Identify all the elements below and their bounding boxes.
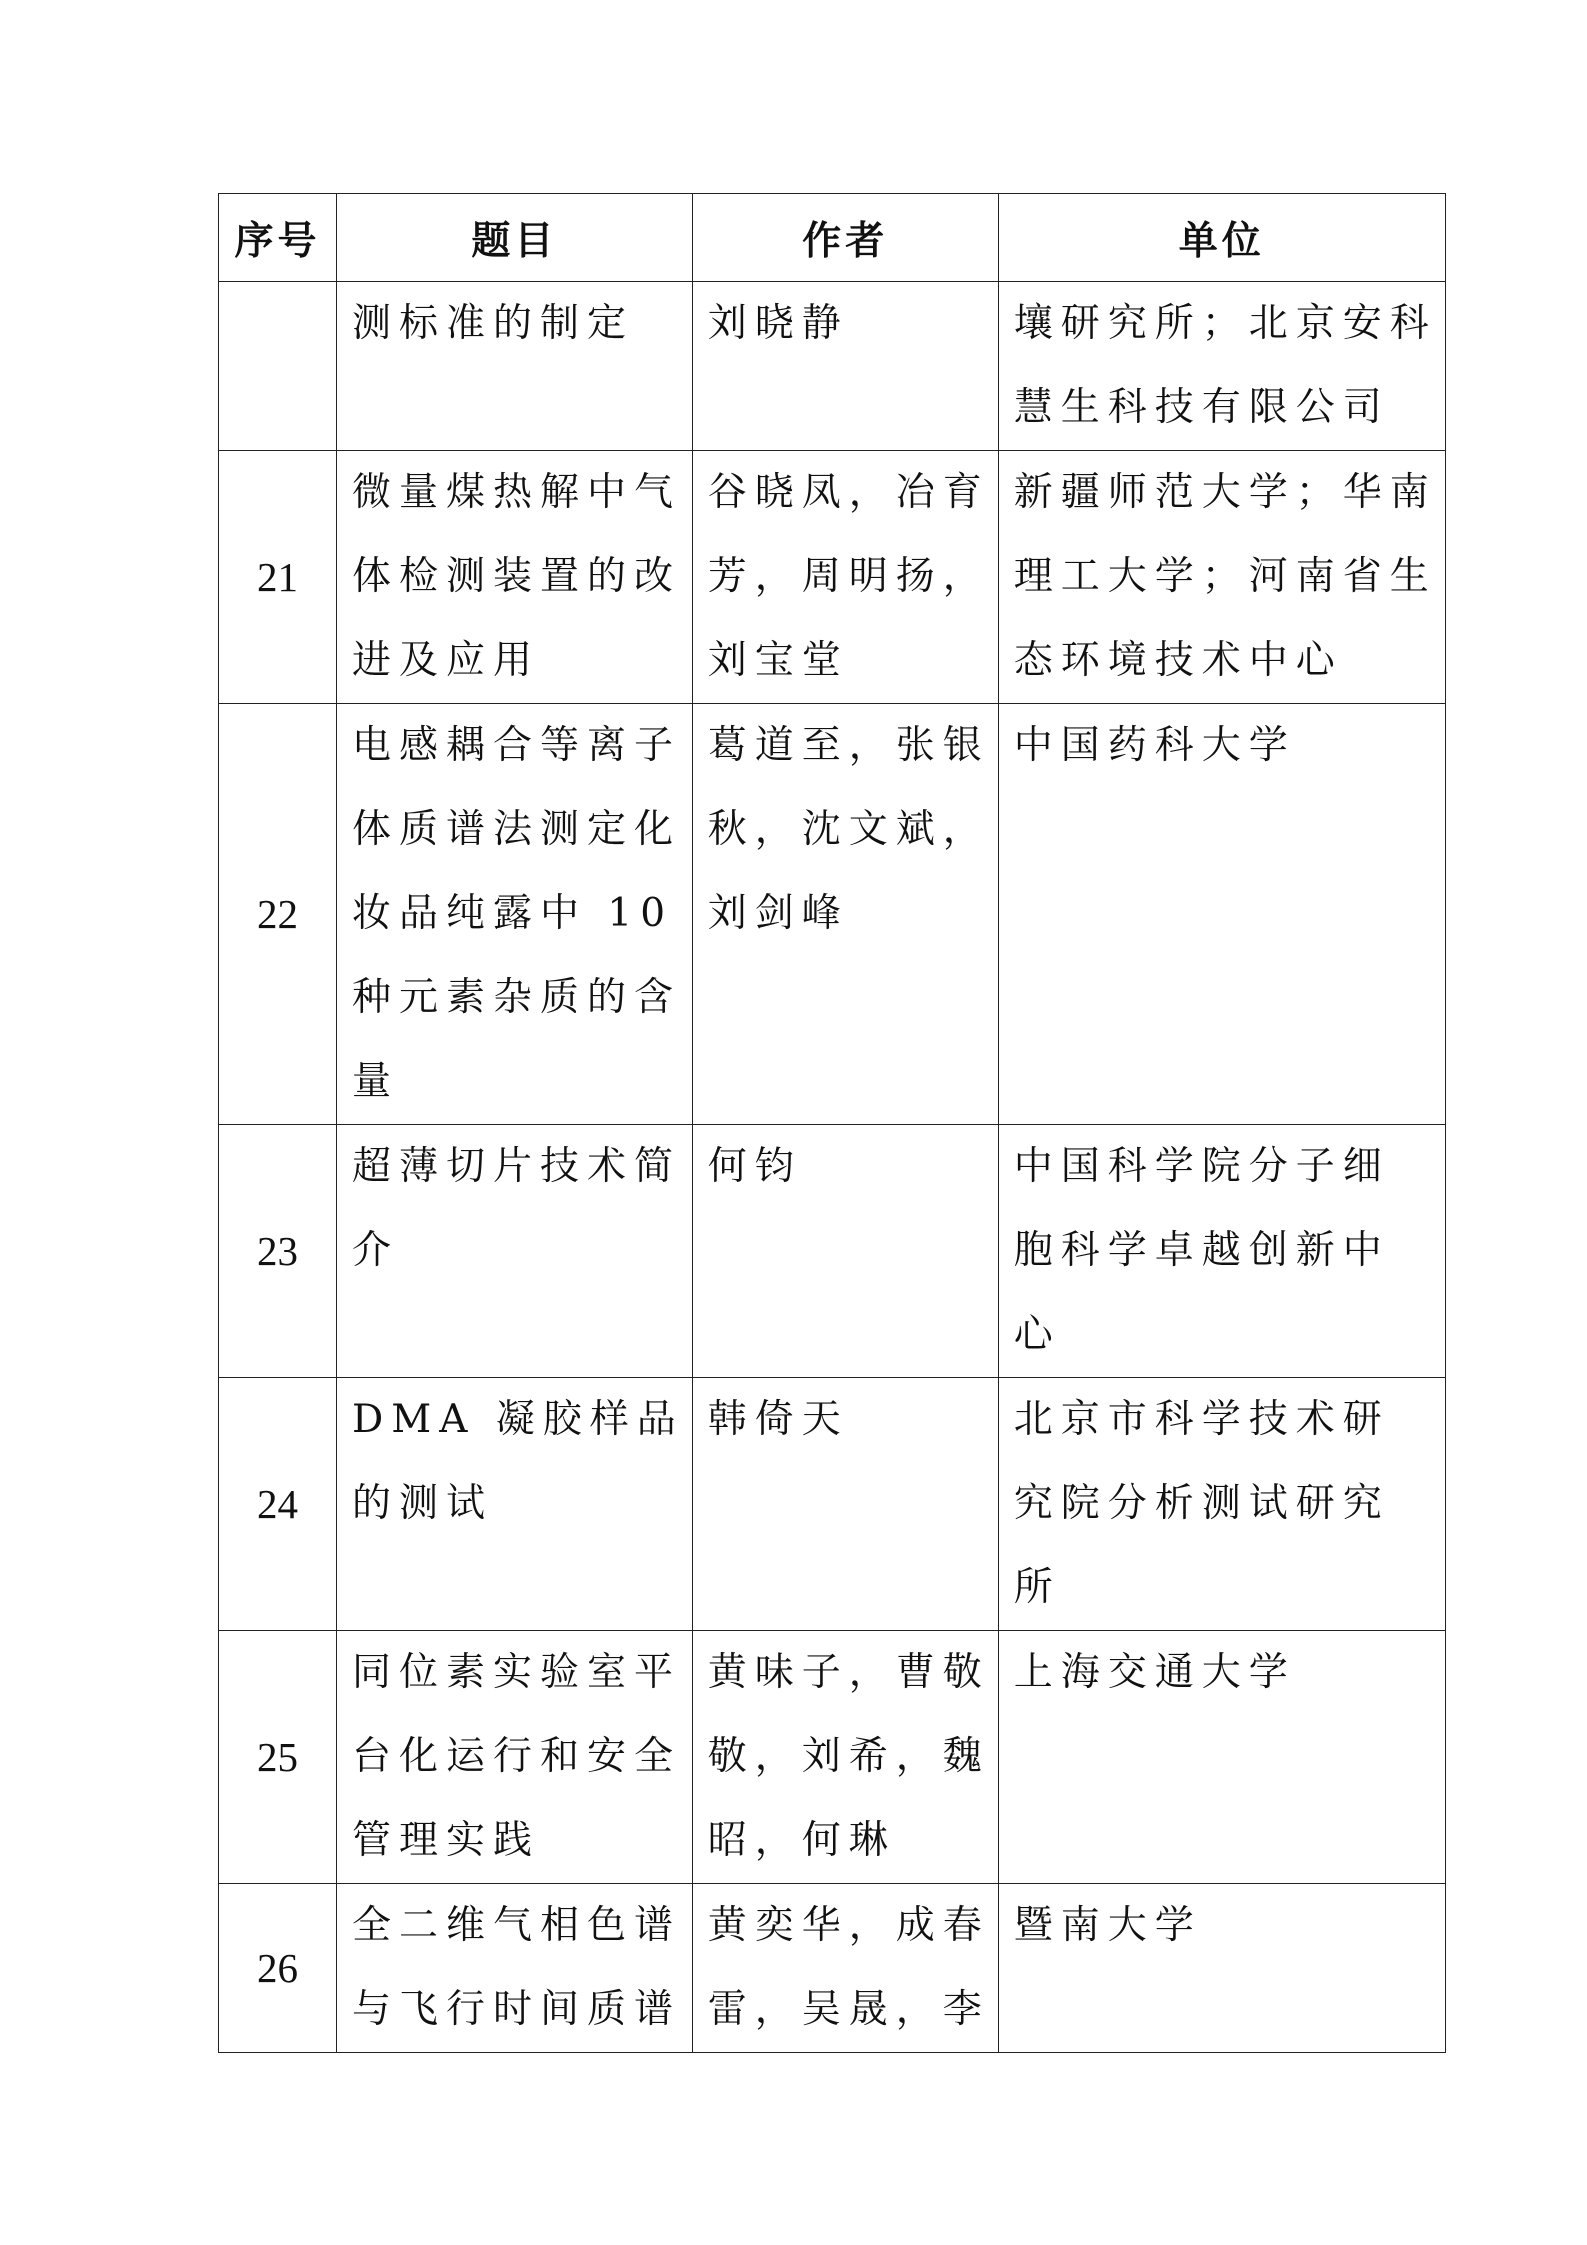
unit-line: 北京市科学技术研: [1013, 1397, 1390, 1442]
unit-line: 中国科学院分子细: [1013, 1144, 1390, 1189]
row-unit: [998, 704, 1445, 1125]
authors-line: 秋，沈文斌，: [707, 807, 990, 852]
row-number: 23: [219, 1125, 337, 1378]
row-authors: [692, 1125, 998, 1378]
row-number: 25: [219, 1631, 337, 1884]
row-authors: [692, 282, 998, 451]
row-title: [337, 1378, 693, 1631]
row-number: 26: [219, 1884, 337, 2053]
authors-line: 何钧: [707, 1144, 802, 1189]
unit-line: 究院分析测试研究: [1013, 1481, 1390, 1526]
row-title: [337, 451, 693, 704]
title-line: 全二维气相色谱: [352, 1903, 682, 1948]
row-unit: [998, 1125, 1445, 1378]
table-row: [219, 1378, 1446, 1631]
authors-line: 敬，刘希，魏: [707, 1734, 990, 1779]
table-row: [219, 1631, 1446, 1884]
row-authors: [692, 704, 998, 1125]
header-number: 序号: [219, 194, 337, 282]
row-number: 22: [219, 704, 337, 1125]
header-unit: 单位: [998, 194, 1445, 282]
unit-line: 心: [1013, 1312, 1061, 1357]
title-line: 介: [352, 1228, 400, 1273]
authors-line: 黄奕华，成春: [707, 1903, 990, 1948]
row-unit: [998, 282, 1445, 451]
row-number: 24: [219, 1378, 337, 1631]
unit-line: 胞科学卓越创新中: [1013, 1228, 1390, 1273]
row-unit: [998, 451, 1445, 704]
row-unit: [998, 1378, 1445, 1631]
unit-line: 理工大学；河南省生: [1013, 554, 1437, 599]
table-row: [219, 1125, 1446, 1378]
authors-line: 雷，吴晟，李: [707, 1987, 990, 2032]
authors-line: 谷晓凤，冶育: [707, 470, 990, 515]
authors-line: 昭，何琳: [707, 1818, 896, 1863]
row-unit: [998, 1631, 1445, 1884]
unit-line: 慧生科技有限公司: [1013, 385, 1390, 430]
row-number: [219, 282, 337, 451]
title-line: 同位素实验室平: [352, 1650, 682, 1695]
publication-table: [218, 193, 1446, 2053]
title-line: 体检测装置的改: [352, 554, 682, 599]
title-line: 量: [352, 1059, 400, 1104]
authors-line: 韩倚天: [707, 1397, 849, 1442]
row-number: 21: [219, 451, 337, 704]
header-title: 题目: [337, 194, 693, 282]
title-line: 超薄切片技术简: [352, 1144, 682, 1189]
title-line: 种元素杂质的含: [352, 975, 682, 1020]
unit-line: 态环境技术中心: [1013, 638, 1343, 683]
authors-line: 葛道至，张银: [707, 723, 990, 768]
table-row: [219, 704, 1446, 1125]
row-authors: [692, 451, 998, 704]
row-unit: [998, 1884, 1445, 2053]
unit-line: 壤研究所；北京安科: [1013, 301, 1437, 346]
header-authors: 作者: [692, 194, 998, 282]
table-row: [219, 451, 1446, 704]
row-title: [337, 1884, 693, 2053]
table-header-row: [219, 194, 1446, 282]
row-authors: [692, 1631, 998, 1884]
authors-line: 芳，周明扬，: [707, 554, 990, 599]
title-line: 体质谱法测定化: [352, 807, 682, 852]
title-line: 微量煤热解中气: [352, 470, 682, 515]
title-line: 测标准的制定: [352, 301, 635, 346]
unit-line: 中国药科大学: [1013, 723, 1296, 768]
title-line: 电感耦合等离子: [352, 723, 682, 768]
unit-line: 上海交通大学: [1013, 1650, 1296, 1695]
table-row: [219, 282, 1446, 451]
title-line: 妆品纯露中 10: [352, 891, 674, 936]
authors-line: 刘晓静: [707, 301, 849, 346]
unit-line: 所: [1013, 1565, 1061, 1610]
authors-line: 黄味子，曹敬: [707, 1650, 990, 1695]
title-line: 进及应用: [352, 638, 541, 683]
table-row: [219, 1884, 1446, 2053]
row-title: [337, 282, 693, 451]
unit-line: 新疆师范大学；华南: [1013, 470, 1437, 515]
title-line: 与飞行时间质谱: [352, 1987, 682, 2032]
row-title: [337, 1125, 693, 1378]
title-line: 的测试: [352, 1481, 494, 1526]
unit-line: 暨南大学: [1013, 1903, 1202, 1948]
authors-line: 刘剑峰: [707, 891, 849, 936]
title-line: 管理实践: [352, 1818, 541, 1863]
row-title: [337, 704, 693, 1125]
title-line: 台化运行和安全: [352, 1734, 682, 1779]
title-line: DMA 凝胶样品: [352, 1397, 684, 1442]
row-title: [337, 1631, 693, 1884]
row-authors: [692, 1378, 998, 1631]
authors-line: 刘宝堂: [707, 638, 849, 683]
row-authors: [692, 1884, 998, 2053]
